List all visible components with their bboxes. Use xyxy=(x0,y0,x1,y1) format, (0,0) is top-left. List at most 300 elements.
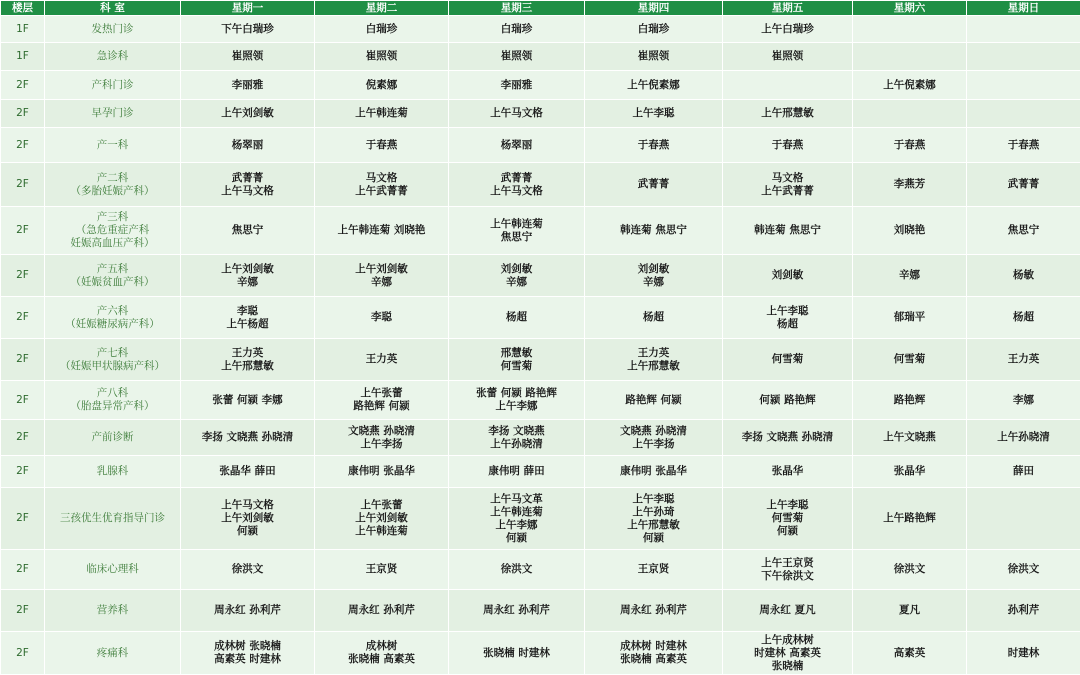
doctor-entry: 焦思宁 xyxy=(500,230,533,243)
table-row xyxy=(1,381,1080,420)
schedule-cell-thu xyxy=(585,339,723,381)
schedule-cell-sun xyxy=(967,488,1080,550)
doctor-entry: 周永红 夏凡 xyxy=(759,604,816,616)
schedule-cell-fri xyxy=(723,16,853,43)
table-row xyxy=(1,550,1080,590)
doctor-entry: 成林树 xyxy=(365,640,398,652)
schedule-cell-sun xyxy=(967,590,1080,632)
doctor-entry: 白瑞珍 xyxy=(365,22,398,35)
schedule-cell-mon xyxy=(181,420,315,456)
doctor-entry: 郁瑞平 xyxy=(893,311,926,323)
doctor-entry: 刘剑敏 xyxy=(771,269,804,281)
schedule-cell-sat xyxy=(853,590,967,632)
doctor-entry: 韩连菊 焦思宁 xyxy=(754,224,821,236)
floor-cell: 1F xyxy=(1,43,45,71)
department-cell xyxy=(45,590,181,632)
department-name: 急诊科 xyxy=(96,50,129,62)
schedule-cell-thu xyxy=(585,297,723,339)
doctor-entry: 马文格 xyxy=(771,171,804,184)
schedule-cell-sun xyxy=(967,456,1080,488)
department-name: 产六科 xyxy=(96,304,129,317)
schedule-cell-fri xyxy=(723,488,853,550)
schedule-cell-fri xyxy=(723,163,853,207)
doctor-entry: 上午李娜 xyxy=(495,518,538,531)
doctor-entry: 徐洪文 xyxy=(893,563,926,575)
doctor-entry: 高素英 xyxy=(893,646,926,659)
doctor-entry: 何雪菊 xyxy=(771,512,804,524)
schedule-cell-fri xyxy=(723,590,853,632)
doctor-entry: 何颍 xyxy=(237,525,258,537)
schedule-cell-thu xyxy=(585,420,723,456)
department-name: 产五科 xyxy=(96,262,129,275)
doctor-entry: 辛娜 xyxy=(506,275,527,288)
doctor-entry: 下午徐洪文 xyxy=(761,569,814,582)
floor-cell: 2F xyxy=(1,163,45,207)
schedule-cell-fri xyxy=(723,420,853,456)
col-header-thu: 星期四 xyxy=(585,1,723,16)
col-header-fri: 星期五 xyxy=(723,1,853,16)
doctor-entry: 刘晓艳 xyxy=(893,224,926,236)
table-row xyxy=(1,420,1080,456)
department-cell xyxy=(45,71,181,100)
department-name: （急危重症产科 xyxy=(75,224,150,236)
department-name: 产三科 xyxy=(96,211,129,223)
schedule-cell-tue xyxy=(315,43,449,71)
col-header-floor: 楼层 xyxy=(1,1,45,16)
schedule-cell-sat xyxy=(853,163,967,207)
department-name: 产一科 xyxy=(96,138,129,151)
schedule-cell-mon xyxy=(181,632,315,675)
doctor-entry: 上午倪素娜 xyxy=(883,78,936,91)
schedule-cell-thu xyxy=(585,550,723,590)
doctor-entry: 徐洪文 xyxy=(1007,563,1040,575)
department-cell xyxy=(45,43,181,71)
doctor-entry: 上午韩连菊 xyxy=(355,525,408,537)
department-cell xyxy=(45,381,181,420)
doctor-entry: 康伟明 张晶华 xyxy=(620,465,687,477)
doctor-entry: 上午邢慧敏 xyxy=(627,359,680,372)
doctor-entry: 张晓楠 时建林 xyxy=(483,646,550,659)
schedule-cell-sat xyxy=(853,255,967,297)
doctor-entry: 李燕芳 xyxy=(893,178,926,190)
department-cell xyxy=(45,16,181,43)
col-header-mon: 星期一 xyxy=(181,1,315,16)
col-header-dept: 科 室 xyxy=(45,1,181,16)
doctor-entry: 上午邢慧敏 xyxy=(761,107,814,119)
schedule-cell-thu xyxy=(585,255,723,297)
table-row xyxy=(1,163,1080,207)
schedule-cell-fri xyxy=(723,339,853,381)
doctor-entry: 何颍 路艳辉 xyxy=(759,393,816,406)
doctor-entry: 何颍 xyxy=(506,531,527,544)
doctor-entry: 杨翠丽 xyxy=(500,138,533,151)
doctor-entry: 何颍 xyxy=(643,531,664,544)
doctor-entry: 文晓燕 孙晓清 xyxy=(620,424,687,437)
doctor-entry: 王力英 xyxy=(637,346,670,359)
schedule-cell-mon xyxy=(181,100,315,128)
schedule-cell-fri xyxy=(723,255,853,297)
schedule-cell-mon xyxy=(181,488,315,550)
schedule-cell-wed xyxy=(449,71,585,100)
floor-cell: 2F xyxy=(1,255,45,297)
doctor-entry: 上午韩连菊 刘晓艳 xyxy=(337,224,426,236)
schedule-cell-sat xyxy=(853,100,967,128)
schedule-cell-sun xyxy=(967,71,1080,100)
schedule-cell-wed xyxy=(449,297,585,339)
department-name: （妊娠甲状腺病产科） xyxy=(60,359,165,372)
doctor-entry: 辛娜 xyxy=(237,275,258,288)
doctor-entry: 张晶华 xyxy=(893,465,926,477)
schedule-cell-sun xyxy=(967,163,1080,207)
department-name: 产七科 xyxy=(96,346,129,359)
schedule-cell-wed xyxy=(449,207,585,255)
floor-cell: 2F xyxy=(1,488,45,550)
department-name: 疼痛科 xyxy=(96,646,129,659)
doctor-entry: 上午孙琦 xyxy=(632,505,675,518)
doctor-entry: 徐洪文 xyxy=(231,563,264,575)
schedule-cell-fri xyxy=(723,632,853,675)
doctor-entry: 何雪菊 xyxy=(500,359,533,372)
schedule-cell-tue xyxy=(315,297,449,339)
schedule-cell-sat xyxy=(853,456,967,488)
department-cell xyxy=(45,420,181,456)
doctor-entry: 上午马文革 xyxy=(490,492,543,505)
schedule-cell-sun xyxy=(967,43,1080,71)
schedule-cell-tue xyxy=(315,381,449,420)
doctor-entry: 上午路艳辉 xyxy=(883,512,936,524)
schedule-cell-sat xyxy=(853,632,967,675)
doctor-entry: 薛田 xyxy=(1013,465,1034,477)
schedule-cell-thu xyxy=(585,43,723,71)
doctor-entry: 崔照领 xyxy=(365,50,398,62)
doctor-entry: 上午韩连菊 xyxy=(355,107,408,119)
schedule-cell-mon xyxy=(181,43,315,71)
col-header-wed: 星期三 xyxy=(449,1,585,16)
floor-cell: 2F xyxy=(1,420,45,456)
doctor-entry: 周永红 孙利芹 xyxy=(214,604,281,616)
schedule-cell-sun xyxy=(967,381,1080,420)
schedule-cell-sun xyxy=(967,420,1080,456)
doctor-entry: 何雪菊 xyxy=(771,353,804,365)
floor-cell: 1F xyxy=(1,16,45,43)
table-row xyxy=(1,488,1080,550)
doctor-entry: 上午王京贤 xyxy=(761,556,814,569)
doctor-entry: 李丽雅 xyxy=(231,78,264,91)
doctor-entry: 刘剑敏 xyxy=(637,262,670,275)
doctor-entry: 成林树 张晓楠 xyxy=(214,640,281,652)
schedule-cell-thu xyxy=(585,128,723,163)
doctor-entry: 崔照领 xyxy=(637,50,670,62)
schedule-cell-fri xyxy=(723,297,853,339)
doctor-entry: 崔照领 xyxy=(771,50,804,62)
department-name: 产前诊断 xyxy=(91,431,134,443)
doctor-entry: 路艳辉 何颍 xyxy=(353,400,410,412)
schedule-cell-fri xyxy=(723,456,853,488)
doctor-entry: 王力英 xyxy=(365,353,398,365)
doctor-entry: 韩连菊 焦思宁 xyxy=(620,224,687,236)
doctor-entry: 崔照领 xyxy=(500,50,533,62)
doctor-entry: 于春燕 xyxy=(637,138,670,151)
doctor-entry: 李扬 文晓燕 孙晓清 xyxy=(201,431,294,443)
col-header-sun: 星期日 xyxy=(967,1,1080,16)
table-row xyxy=(1,339,1080,381)
schedule-cell-thu xyxy=(585,488,723,550)
doctor-entry: 白瑞珍 xyxy=(637,22,670,35)
doctor-entry: 杨超 xyxy=(643,311,664,323)
doctor-entry: 张蕾 何颍 李娜 xyxy=(212,393,283,406)
table-row xyxy=(1,632,1080,675)
schedule-cell-fri xyxy=(723,128,853,163)
doctor-entry: 于春燕 xyxy=(365,138,398,151)
doctor-entry: 徐洪文 xyxy=(500,563,533,575)
schedule-cell-mon xyxy=(181,297,315,339)
doctor-entry: 辛娜 xyxy=(371,275,392,288)
doctor-entry: 成林树 时建林 xyxy=(620,640,687,652)
doctor-entry: 李娜 xyxy=(1013,393,1034,406)
department-cell xyxy=(45,632,181,675)
schedule-cell-wed xyxy=(449,163,585,207)
doctor-entry: 张晓楠 高素英 xyxy=(620,653,687,665)
schedule-cell-sat xyxy=(853,420,967,456)
schedule-cell-thu xyxy=(585,163,723,207)
doctor-entry: 上午成林树 xyxy=(761,633,814,646)
schedule-cell-mon xyxy=(181,207,315,255)
doctor-entry: 上午马文格 xyxy=(221,499,274,511)
doctor-entry: 马文格 xyxy=(365,171,398,184)
department-name: 临床心理科 xyxy=(86,563,139,575)
schedule-cell-fri xyxy=(723,381,853,420)
doctor-entry: 上午马文格 xyxy=(221,184,274,197)
schedule-cell-sat xyxy=(853,16,967,43)
doctor-entry: 上午邢慧敏 xyxy=(221,359,274,372)
schedule-cell-wed xyxy=(449,43,585,71)
schedule-cell-thu xyxy=(585,456,723,488)
schedule-cell-sat xyxy=(853,381,967,420)
doctor-entry: 杨超 xyxy=(777,317,798,330)
doctor-entry: 李扬 文晓燕 xyxy=(488,424,545,437)
doctor-entry: 孙利芹 xyxy=(1007,604,1040,616)
schedule-cell-fri xyxy=(723,71,853,100)
doctor-entry: 崔照领 xyxy=(231,50,264,62)
schedule-cell-tue xyxy=(315,420,449,456)
schedule-cell-tue xyxy=(315,632,449,675)
doctor-entry: 张晓楠 xyxy=(771,659,804,672)
doctor-entry: 武菁菁 xyxy=(1007,178,1040,190)
schedule-cell-tue xyxy=(315,16,449,43)
floor-cell: 2F xyxy=(1,632,45,675)
schedule-cell-thu xyxy=(585,381,723,420)
department-name: （多胎妊娠产科） xyxy=(70,184,155,197)
doctor-entry: 上午李聪 xyxy=(766,499,809,511)
schedule-cell-thu xyxy=(585,71,723,100)
doctor-entry: 张蕾 何颍 路艳辉 xyxy=(476,387,557,399)
schedule-cell-wed xyxy=(449,632,585,675)
department-cell xyxy=(45,339,181,381)
schedule-cell-sun xyxy=(967,632,1080,675)
doctor-entry: 张晶华 xyxy=(771,465,804,477)
schedule-cell-mon xyxy=(181,16,315,43)
schedule-cell-sun xyxy=(967,128,1080,163)
schedule-cell-mon xyxy=(181,255,315,297)
doctor-entry: 上午武菁菁 xyxy=(761,184,814,197)
doctor-entry: 高素英 时建林 xyxy=(214,653,281,665)
schedule-cell-thu xyxy=(585,632,723,675)
doctor-entry: 王京贤 xyxy=(365,563,398,575)
schedule-cell-tue xyxy=(315,339,449,381)
schedule-cell-wed xyxy=(449,16,585,43)
schedule-cell-thu xyxy=(585,100,723,128)
department-cell xyxy=(45,550,181,590)
floor-cell: 2F xyxy=(1,207,45,255)
department-cell xyxy=(45,297,181,339)
doctor-entry: 杨翠丽 xyxy=(231,138,264,151)
department-name: 乳腺科 xyxy=(96,465,129,477)
doctor-entry: 周永红 孙利芹 xyxy=(620,604,687,616)
schedule-cell-wed xyxy=(449,420,585,456)
doctor-entry: 上午刘剑敏 xyxy=(221,512,274,524)
department-cell xyxy=(45,255,181,297)
doctor-entry: 上午武菁菁 xyxy=(355,184,408,197)
schedule-cell-tue xyxy=(315,128,449,163)
doctor-entry: 上午李聪 xyxy=(766,304,809,317)
table-row xyxy=(1,456,1080,488)
schedule-cell-sat xyxy=(853,339,967,381)
doctor-entry: 刘剑敏 xyxy=(500,262,533,275)
schedule-cell-sat xyxy=(853,128,967,163)
schedule-cell-sat xyxy=(853,207,967,255)
doctor-entry: 路艳辉 何颍 xyxy=(625,393,682,406)
doctor-entry: 时建林 xyxy=(1007,646,1040,659)
schedule-cell-mon xyxy=(181,456,315,488)
department-name: 产八科 xyxy=(96,387,129,399)
floor-cell: 2F xyxy=(1,381,45,420)
doctor-entry: 于春燕 xyxy=(771,138,804,151)
doctor-entry: 杨超 xyxy=(1013,311,1034,323)
table-row xyxy=(1,100,1080,128)
department-cell xyxy=(45,128,181,163)
department-cell xyxy=(45,207,181,255)
doctor-entry: 上午张蕾 xyxy=(360,387,403,399)
department-name: 三孩优生优育指导门诊 xyxy=(60,512,165,524)
doctor-entry: 李聪 xyxy=(237,304,258,317)
table-row xyxy=(1,71,1080,100)
schedule-cell-sun xyxy=(967,550,1080,590)
schedule-cell-fri xyxy=(723,550,853,590)
doctor-entry: 李聪 xyxy=(371,311,392,323)
doctor-entry: 武菁菁 xyxy=(500,171,533,184)
schedule-cell-mon xyxy=(181,590,315,632)
doctor-entry: 张晓楠 高素英 xyxy=(348,653,415,665)
doctor-entry: 焦思宁 xyxy=(231,224,264,236)
doctor-entry: 张晶华 薛田 xyxy=(219,465,276,477)
schedule-cell-wed xyxy=(449,456,585,488)
floor-cell: 2F xyxy=(1,297,45,339)
department-cell xyxy=(45,488,181,550)
table-row xyxy=(1,128,1080,163)
doctor-entry: 李扬 文晓燕 孙晓清 xyxy=(741,431,834,443)
doctor-entry: 上午孙晓清 xyxy=(997,431,1050,443)
schedule-cell-sat xyxy=(853,550,967,590)
doctor-entry: 上午倪素娜 xyxy=(627,78,680,91)
doctor-entry: 夏凡 xyxy=(899,604,920,616)
schedule-cell-tue xyxy=(315,550,449,590)
schedule-cell-sat xyxy=(853,71,967,100)
schedule-cell-tue xyxy=(315,71,449,100)
doctor-entry: 白瑞珍 xyxy=(500,22,533,35)
doctor-entry: 何颍 xyxy=(777,525,798,537)
doctor-entry: 辛娜 xyxy=(899,269,920,281)
department-name: （妊娠贫血产科） xyxy=(70,275,155,288)
schedule-cell-mon xyxy=(181,71,315,100)
doctor-entry: 周永红 孙利芹 xyxy=(483,604,550,616)
schedule-cell-sun xyxy=(967,255,1080,297)
doctor-entry: 杨敏 xyxy=(1013,269,1034,281)
doctor-entry: 时建林 高素英 xyxy=(754,646,821,659)
schedule-cell-mon xyxy=(181,550,315,590)
schedule-cell-mon xyxy=(181,381,315,420)
department-name: 发热门诊 xyxy=(91,22,134,35)
department-name: （胎盘异常产科） xyxy=(70,400,155,412)
doctor-entry: 杨超 xyxy=(506,311,527,323)
schedule-cell-fri xyxy=(723,43,853,71)
schedule-cell-thu xyxy=(585,16,723,43)
floor-cell: 2F xyxy=(1,550,45,590)
doctor-entry: 上午张蕾 xyxy=(360,499,403,511)
department-name: 早孕门诊 xyxy=(91,107,134,119)
schedule-cell-wed xyxy=(449,381,585,420)
table-row xyxy=(1,207,1080,255)
col-header-sat: 星期六 xyxy=(853,1,967,16)
schedule-cell-sun xyxy=(967,100,1080,128)
doctor-entry: 上午白瑞珍 xyxy=(761,22,814,35)
floor-cell: 2F xyxy=(1,590,45,632)
floor-cell: 2F xyxy=(1,456,45,488)
doctor-entry: 上午刘剑敏 xyxy=(221,262,274,275)
schedule-cell-wed xyxy=(449,590,585,632)
doctor-entry: 于春燕 xyxy=(893,138,926,151)
schedule-cell-thu xyxy=(585,590,723,632)
doctor-entry: 上午马文格 xyxy=(490,107,543,119)
doctor-entry: 上午杨超 xyxy=(226,317,269,330)
doctor-entry: 上午李扬 xyxy=(632,437,675,450)
department-cell xyxy=(45,163,181,207)
doctor-entry: 上午文晓燕 xyxy=(883,431,936,443)
doctor-entry: 文晓燕 孙晓清 xyxy=(348,424,415,437)
table-row xyxy=(1,43,1080,71)
header-row xyxy=(1,1,1080,16)
schedule-cell-sat xyxy=(853,43,967,71)
schedule-cell-sun xyxy=(967,297,1080,339)
doctor-entry: 上午李娜 xyxy=(495,400,538,412)
department-name: 产二科 xyxy=(96,171,129,184)
doctor-entry: 上午韩连菊 xyxy=(490,505,543,518)
doctor-entry: 武菁菁 xyxy=(637,178,670,190)
schedule-cell-sat xyxy=(853,488,967,550)
schedule-cell-tue xyxy=(315,100,449,128)
schedule-cell-mon xyxy=(181,163,315,207)
floor-cell: 2F xyxy=(1,128,45,163)
floor-cell: 2F xyxy=(1,100,45,128)
doctor-entry: 焦思宁 xyxy=(1007,224,1040,236)
doctor-entry: 上午刘剑敏 xyxy=(355,262,408,275)
table-row xyxy=(1,16,1080,43)
doctor-entry: 何雪菊 xyxy=(893,353,926,365)
doctor-entry: 辛娜 xyxy=(643,275,664,288)
schedule-cell-wed xyxy=(449,255,585,297)
doctor-entry: 路艳辉 xyxy=(893,393,926,406)
doctor-entry: 邢慧敏 xyxy=(500,346,533,359)
doctor-entry: 上午刘剑敏 xyxy=(221,107,274,119)
